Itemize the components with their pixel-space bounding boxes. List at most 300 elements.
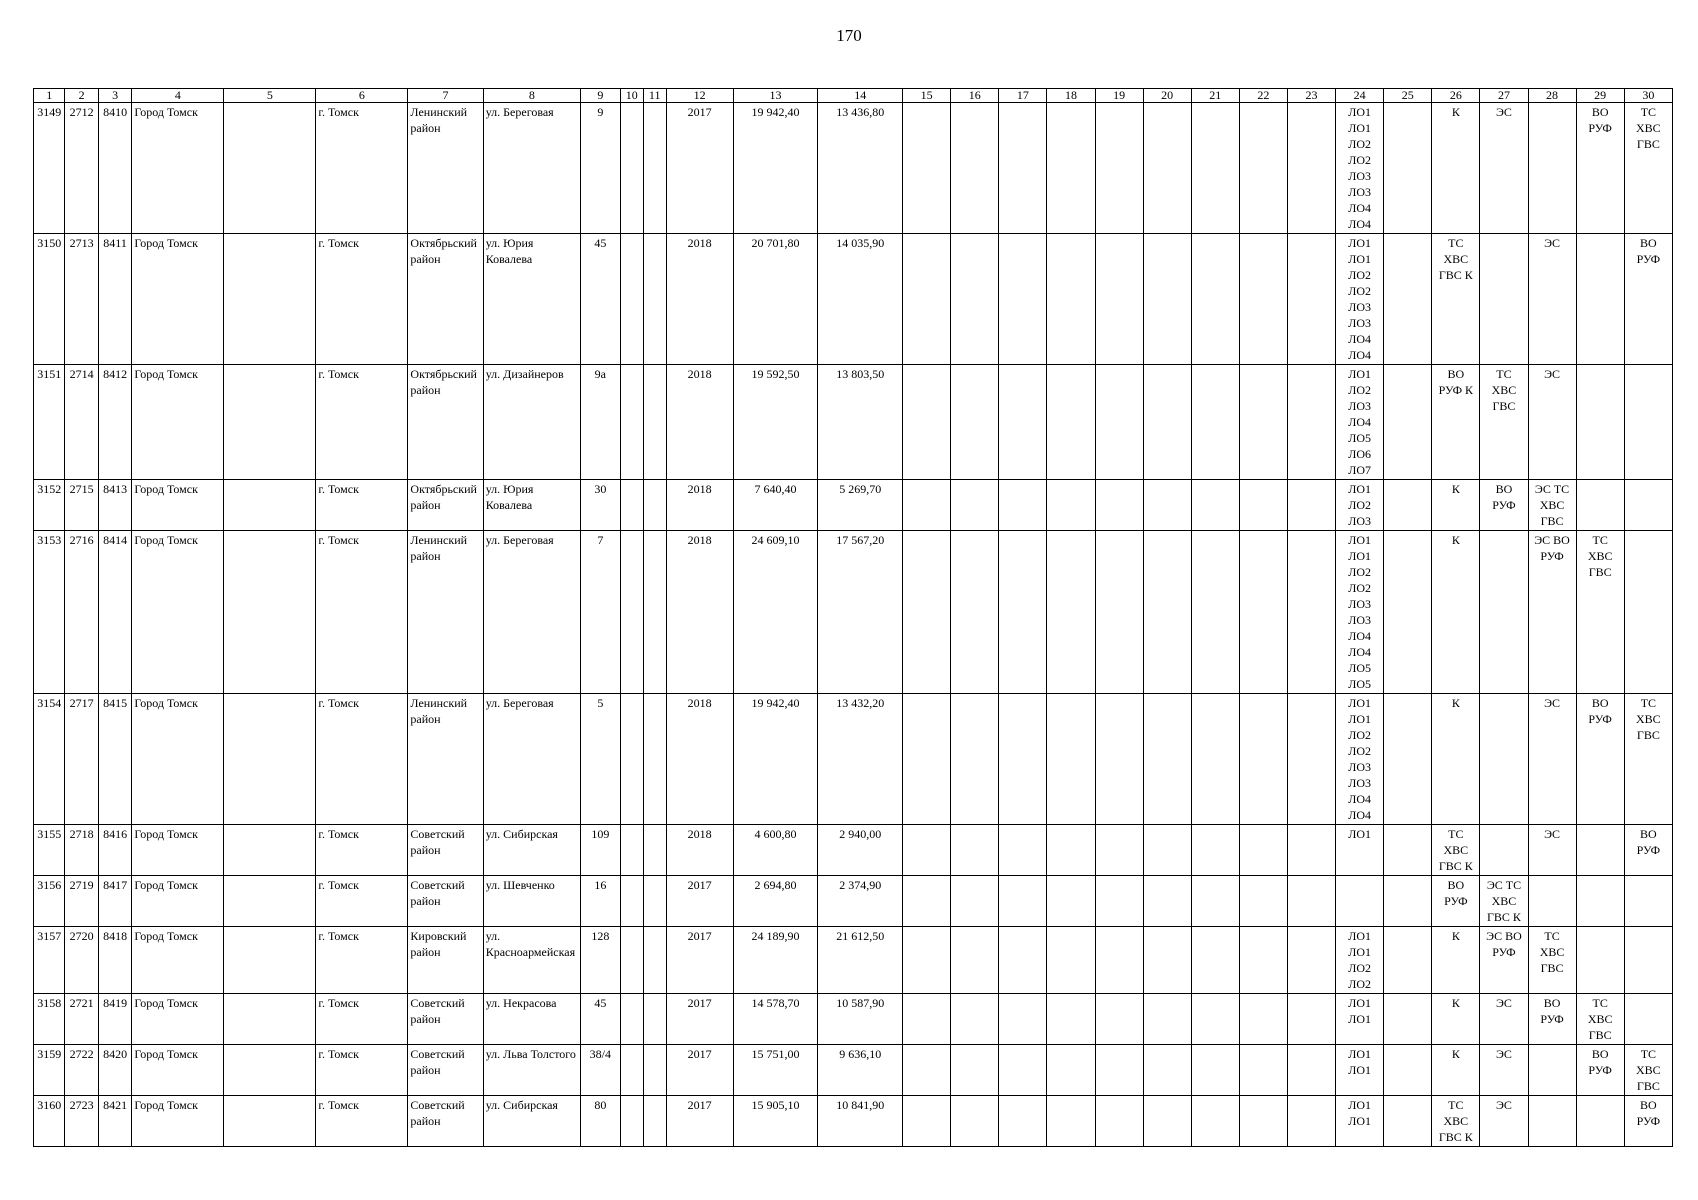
cell-col-28 xyxy=(1528,480,1576,531)
cell-line: ЛО5 xyxy=(1348,661,1372,675)
cell-col-1: 3150 xyxy=(34,234,65,365)
cell-col-1: 3156 xyxy=(34,876,65,927)
cell-col-5 xyxy=(224,531,316,694)
cell-col-4: Город Томск xyxy=(132,365,224,480)
column-header-28: 28 xyxy=(1528,89,1576,103)
cell-col-8: ул. Сибирская xyxy=(483,825,580,876)
cell-col-21 xyxy=(1191,1096,1239,1147)
cell-col-16 xyxy=(951,927,999,994)
cell-col-7: Советский район xyxy=(408,825,483,876)
cell-line: ЭС xyxy=(1544,236,1561,250)
cell-col-29 xyxy=(1576,825,1624,876)
cell-col-6: г. Томск xyxy=(316,927,408,994)
cell-col-30 xyxy=(1624,480,1672,531)
cell-col-25 xyxy=(1384,103,1432,234)
cell-col-26 xyxy=(1432,234,1480,365)
cell-col-20 xyxy=(1143,1096,1191,1147)
cell-line: ЛО1 xyxy=(1348,1098,1372,1112)
cell-col-23 xyxy=(1287,694,1335,825)
cell-line: ГВС xyxy=(1588,1028,1612,1042)
cell-col-28 xyxy=(1528,694,1576,825)
cell-col-2: 2721 xyxy=(65,994,98,1045)
cell-col-8: ул. Шевченко xyxy=(483,876,580,927)
column-header-16: 16 xyxy=(951,89,999,103)
cell-col-29 xyxy=(1576,480,1624,531)
cell-line: ЛО1 xyxy=(1348,996,1372,1010)
cell-col-25 xyxy=(1384,825,1432,876)
cell-col-20 xyxy=(1143,694,1191,825)
cell-col-18 xyxy=(1047,1045,1095,1096)
cell-col-22 xyxy=(1239,994,1287,1045)
cell-col-12: 2018 xyxy=(666,531,733,694)
cell-col-3: 8415 xyxy=(98,694,131,825)
cell-line: ТС xyxy=(1640,696,1657,710)
cell-col-11 xyxy=(643,1045,666,1096)
cell-col-9: 5 xyxy=(580,694,620,825)
cell-line: К xyxy=(1451,696,1460,710)
cell-col-28 xyxy=(1528,876,1576,927)
column-header-30: 30 xyxy=(1624,89,1672,103)
cell-col-29 xyxy=(1576,234,1624,365)
cell-col-22 xyxy=(1239,234,1287,365)
cell-col-16 xyxy=(951,1096,999,1147)
cell-col-9: 45 xyxy=(580,994,620,1045)
cell-col-8: ул. Береговая xyxy=(483,103,580,234)
cell-col-18 xyxy=(1047,103,1095,234)
cell-line: ЛО2 xyxy=(1348,153,1372,167)
cell-col-8: ул. Береговая xyxy=(483,694,580,825)
cell-col-23 xyxy=(1287,927,1335,994)
cell-line: ЛО1 xyxy=(1348,929,1372,943)
column-header-25: 25 xyxy=(1384,89,1432,103)
cell-col-5 xyxy=(224,876,316,927)
cell-line: РУФ К xyxy=(1438,383,1474,397)
cell-col-5 xyxy=(224,365,316,480)
cell-line: К xyxy=(1451,996,1460,1010)
table-row xyxy=(34,480,1673,531)
cell-col-28 xyxy=(1528,1045,1576,1096)
cell-line: ГВС К xyxy=(1438,1130,1473,1144)
cell-line: ХВС xyxy=(1587,1012,1613,1026)
cell-col-5 xyxy=(224,994,316,1045)
cell-col-15 xyxy=(903,825,951,876)
cell-col-26 xyxy=(1432,365,1480,480)
table-row xyxy=(34,927,1673,994)
cell-col-29 xyxy=(1576,927,1624,994)
cell-col-20 xyxy=(1143,1045,1191,1096)
cell-col-6: г. Томск xyxy=(316,1045,408,1096)
cell-col-20 xyxy=(1143,927,1191,994)
cell-col-13: 24 609,10 xyxy=(733,531,818,694)
cell-line: ЛО1 xyxy=(1348,1063,1372,1077)
cell-col-9: 16 xyxy=(580,876,620,927)
cell-col-17 xyxy=(999,876,1047,927)
cell-col-1: 3157 xyxy=(34,927,65,994)
cell-col-25 xyxy=(1384,365,1432,480)
cell-line: ХВС xyxy=(1491,894,1517,908)
cell-col-6: г. Томск xyxy=(316,234,408,365)
cell-col-7: Советский район xyxy=(408,876,483,927)
cell-col-20 xyxy=(1143,825,1191,876)
column-header-3: 3 xyxy=(98,89,131,103)
table-row xyxy=(34,234,1673,365)
cell-col-19 xyxy=(1095,365,1143,480)
cell-col-14: 14 035,90 xyxy=(818,234,903,365)
cell-col-1: 3151 xyxy=(34,365,65,480)
cell-col-4: Город Томск xyxy=(132,994,224,1045)
cell-col-5 xyxy=(224,927,316,994)
cell-line: ЭС xyxy=(1544,696,1561,710)
cell-col-25 xyxy=(1384,876,1432,927)
cell-col-25 xyxy=(1384,994,1432,1045)
cell-line: ЛО2 xyxy=(1348,284,1372,298)
cell-line: ЛО4 xyxy=(1348,348,1372,362)
cell-col-26 xyxy=(1432,1045,1480,1096)
table-row xyxy=(34,103,1673,234)
column-header-11: 11 xyxy=(643,89,666,103)
cell-col-6: г. Томск xyxy=(316,365,408,480)
cell-col-2: 2719 xyxy=(65,876,98,927)
page-number: 170 xyxy=(836,26,862,45)
cell-col-12: 2018 xyxy=(666,234,733,365)
cell-col-18 xyxy=(1047,531,1095,694)
cell-col-29 xyxy=(1576,994,1624,1045)
cell-line: ЛО2 xyxy=(1348,137,1372,151)
cell-line: ЛО6 xyxy=(1348,447,1372,461)
column-header-8: 8 xyxy=(483,89,580,103)
cell-line: ХВС xyxy=(1491,383,1517,397)
cell-col-5 xyxy=(224,480,316,531)
cell-line: ЛО1 xyxy=(1348,827,1372,841)
cell-col-4: Город Томск xyxy=(132,825,224,876)
cell-col-1: 3149 xyxy=(34,103,65,234)
cell-line: ГВС К xyxy=(1486,910,1521,924)
cell-line: ЭС ВО xyxy=(1486,929,1522,943)
cell-col-11 xyxy=(643,825,666,876)
cell-col-4: Город Томск xyxy=(132,1045,224,1096)
cell-col-26 xyxy=(1432,927,1480,994)
cell-col-19 xyxy=(1095,103,1143,234)
cell-col-17 xyxy=(999,825,1047,876)
cell-col-6: г. Томск xyxy=(316,994,408,1045)
column-header-23: 23 xyxy=(1287,89,1335,103)
column-header-17: 17 xyxy=(999,89,1047,103)
cell-col-14: 9 636,10 xyxy=(818,1045,903,1096)
cell-line: ЛО2 xyxy=(1348,961,1372,975)
cell-col-27 xyxy=(1480,927,1528,994)
column-header-4: 4 xyxy=(132,89,224,103)
cell-line: ТС xyxy=(1496,367,1512,381)
cell-col-1: 3158 xyxy=(34,994,65,1045)
cell-col-9: 109 xyxy=(580,825,620,876)
column-header-29: 29 xyxy=(1576,89,1624,103)
cell-line: ГВС xyxy=(1636,1079,1660,1093)
cell-col-5 xyxy=(224,1096,316,1147)
cell-col-28 xyxy=(1528,234,1576,365)
cell-col-11 xyxy=(643,994,666,1045)
column-header-9: 9 xyxy=(580,89,620,103)
cell-col-13: 19 942,40 xyxy=(733,694,818,825)
cell-line: ТС xyxy=(1592,533,1608,547)
cell-col-22 xyxy=(1239,927,1287,994)
cell-col-10 xyxy=(620,1045,643,1096)
cell-col-30 xyxy=(1624,876,1672,927)
cell-col-17 xyxy=(999,480,1047,531)
column-header-27: 27 xyxy=(1480,89,1528,103)
cell-line: ТС xyxy=(1448,827,1464,841)
cell-line: ВО xyxy=(1640,1098,1657,1112)
cell-line: К xyxy=(1451,1047,1460,1061)
cell-line: ЛО3 xyxy=(1348,597,1372,611)
column-header-21: 21 xyxy=(1191,89,1239,103)
cell-col-12: 2018 xyxy=(666,825,733,876)
cell-col-2: 2723 xyxy=(65,1096,98,1147)
cell-line: К xyxy=(1451,929,1460,943)
cell-col-5 xyxy=(224,234,316,365)
cell-col-29 xyxy=(1576,365,1624,480)
cell-col-11 xyxy=(643,927,666,994)
cell-col-9: 9 xyxy=(580,103,620,234)
cell-col-13: 15 751,00 xyxy=(733,1045,818,1096)
cell-col-18 xyxy=(1047,234,1095,365)
cell-col-20 xyxy=(1143,531,1191,694)
cell-line: ЛО4 xyxy=(1348,645,1372,659)
cell-col-20 xyxy=(1143,234,1191,365)
cell-col-10 xyxy=(620,365,643,480)
cell-col-2: 2716 xyxy=(65,531,98,694)
cell-col-15 xyxy=(903,876,951,927)
column-header-14: 14 xyxy=(818,89,903,103)
cell-col-23 xyxy=(1287,234,1335,365)
cell-col-7: Октябрьский район xyxy=(408,480,483,531)
cell-line: ЛО2 xyxy=(1348,728,1372,742)
cell-col-4: Город Томск xyxy=(132,480,224,531)
cell-col-17 xyxy=(999,1045,1047,1096)
cell-col-24 xyxy=(1336,103,1384,234)
cell-col-8: ул. Дизайнеров xyxy=(483,365,580,480)
cell-col-29 xyxy=(1576,103,1624,234)
column-header-15: 15 xyxy=(903,89,951,103)
cell-col-13: 7 640,40 xyxy=(733,480,818,531)
cell-col-13: 24 189,90 xyxy=(733,927,818,994)
cell-col-21 xyxy=(1191,234,1239,365)
cell-line: К xyxy=(1451,533,1460,547)
cell-col-6: г. Томск xyxy=(316,480,408,531)
cell-col-16 xyxy=(951,234,999,365)
cell-col-17 xyxy=(999,927,1047,994)
cell-col-19 xyxy=(1095,1096,1143,1147)
cell-line: ЛО3 xyxy=(1348,514,1372,528)
cell-col-14: 2 374,90 xyxy=(818,876,903,927)
cell-line: ГВС xyxy=(1588,565,1612,579)
cell-line: ЛО3 xyxy=(1348,185,1372,199)
cell-col-17 xyxy=(999,365,1047,480)
cell-col-11 xyxy=(643,1096,666,1147)
cell-col-2: 2722 xyxy=(65,1045,98,1096)
cell-col-19 xyxy=(1095,694,1143,825)
cell-line: РУФ xyxy=(1588,712,1612,726)
cell-col-1: 3153 xyxy=(34,531,65,694)
cell-col-23 xyxy=(1287,480,1335,531)
cell-col-24 xyxy=(1336,825,1384,876)
cell-col-24 xyxy=(1336,876,1384,927)
cell-line: ЛО2 xyxy=(1348,383,1372,397)
cell-line: ЛО3 xyxy=(1348,300,1372,314)
cell-col-10 xyxy=(620,234,643,365)
cell-col-30 xyxy=(1624,531,1672,694)
cell-col-8: ул. Юрия Ковалева xyxy=(483,234,580,365)
cell-col-16 xyxy=(951,694,999,825)
cell-col-27 xyxy=(1480,234,1528,365)
cell-line: ХВС xyxy=(1636,712,1661,726)
cell-col-6: г. Томск xyxy=(316,825,408,876)
cell-line: РУФ xyxy=(1636,843,1661,857)
cell-col-7: Ленинский район xyxy=(408,694,483,825)
cell-col-2: 2720 xyxy=(65,927,98,994)
cell-col-3: 8412 xyxy=(98,365,131,480)
cell-line: ВО xyxy=(1591,1047,1609,1061)
cell-col-4: Город Томск xyxy=(132,1096,224,1147)
cell-col-14: 10 587,90 xyxy=(818,994,903,1045)
cell-col-4: Город Томск xyxy=(132,103,224,234)
cell-col-2: 2712 xyxy=(65,103,98,234)
cell-line: ЛО4 xyxy=(1348,415,1372,429)
cell-col-28 xyxy=(1528,994,1576,1045)
cell-col-12: 2018 xyxy=(666,480,733,531)
cell-line: ХВС xyxy=(1636,1063,1661,1077)
cell-col-6: г. Томск xyxy=(316,103,408,234)
cell-col-4: Город Томск xyxy=(132,927,224,994)
cell-col-21 xyxy=(1191,994,1239,1045)
cell-col-29 xyxy=(1576,1096,1624,1147)
cell-line: ЛО1 xyxy=(1348,236,1372,250)
cell-col-24 xyxy=(1336,694,1384,825)
cell-col-8: ул. Некрасова xyxy=(483,994,580,1045)
cell-col-10 xyxy=(620,825,643,876)
cell-line: ХВС xyxy=(1443,1114,1469,1128)
cell-col-3: 8421 xyxy=(98,1096,131,1147)
cell-line: ЭС xyxy=(1495,996,1512,1010)
cell-col-11 xyxy=(643,365,666,480)
cell-col-9: 45 xyxy=(580,234,620,365)
cell-col-6: г. Томск xyxy=(316,1096,408,1147)
cell-col-29 xyxy=(1576,1045,1624,1096)
cell-col-4: Город Томск xyxy=(132,876,224,927)
column-header-12: 12 xyxy=(666,89,733,103)
cell-line: ВО xyxy=(1447,367,1465,381)
cell-col-26 xyxy=(1432,694,1480,825)
cell-col-15 xyxy=(903,531,951,694)
cell-col-10 xyxy=(620,480,643,531)
cell-line: ТС xyxy=(1592,996,1608,1010)
cell-col-15 xyxy=(903,927,951,994)
cell-line: ЛО5 xyxy=(1348,431,1372,445)
cell-col-16 xyxy=(951,994,999,1045)
cell-col-2: 2713 xyxy=(65,234,98,365)
cell-col-4: Город Томск xyxy=(132,531,224,694)
cell-line: ЛО3 xyxy=(1348,399,1372,413)
cell-col-22 xyxy=(1239,103,1287,234)
cell-col-9: 80 xyxy=(580,1096,620,1147)
cell-line: ЛО2 xyxy=(1348,744,1372,758)
cell-col-16 xyxy=(951,825,999,876)
cell-col-15 xyxy=(903,1045,951,1096)
column-header-6: 6 xyxy=(316,89,408,103)
table-row xyxy=(34,694,1673,825)
cell-line: ХВС xyxy=(1539,945,1565,959)
cell-col-14: 5 269,70 xyxy=(818,480,903,531)
cell-col-22 xyxy=(1239,694,1287,825)
cell-line: ЭС xyxy=(1495,1098,1512,1112)
cell-col-17 xyxy=(999,994,1047,1045)
cell-col-26 xyxy=(1432,876,1480,927)
cell-col-2: 2718 xyxy=(65,825,98,876)
cell-col-18 xyxy=(1047,994,1095,1045)
column-header-18: 18 xyxy=(1047,89,1095,103)
cell-line: ВО xyxy=(1640,236,1657,250)
cell-line: ВО xyxy=(1543,996,1561,1010)
column-number-row xyxy=(34,89,1673,103)
cell-col-16 xyxy=(951,480,999,531)
cell-col-16 xyxy=(951,531,999,694)
table-row xyxy=(34,825,1673,876)
cell-col-30 xyxy=(1624,825,1672,876)
cell-line: ЛО2 xyxy=(1348,565,1372,579)
cell-col-1: 3152 xyxy=(34,480,65,531)
cell-col-21 xyxy=(1191,365,1239,480)
cell-col-24 xyxy=(1336,234,1384,365)
cell-col-10 xyxy=(620,531,643,694)
cell-col-2: 2717 xyxy=(65,694,98,825)
cell-line: ТС xyxy=(1640,105,1657,119)
cell-col-16 xyxy=(951,1045,999,1096)
cell-col-7: Советский район xyxy=(408,1045,483,1096)
column-header-2: 2 xyxy=(65,89,98,103)
cell-col-18 xyxy=(1047,927,1095,994)
register-table xyxy=(33,88,1673,1147)
cell-col-21 xyxy=(1191,694,1239,825)
cell-col-26 xyxy=(1432,480,1480,531)
cell-line: ЛО3 xyxy=(1348,776,1372,790)
cell-col-5 xyxy=(224,825,316,876)
cell-line: РУФ xyxy=(1540,1012,1564,1026)
cell-col-3: 8416 xyxy=(98,825,131,876)
cell-col-19 xyxy=(1095,480,1143,531)
cell-col-5 xyxy=(224,1045,316,1096)
cell-col-5 xyxy=(224,103,316,234)
cell-col-10 xyxy=(620,927,643,994)
cell-line: ЛО5 xyxy=(1348,677,1372,691)
cell-col-2: 2714 xyxy=(65,365,98,480)
cell-col-23 xyxy=(1287,365,1335,480)
cell-col-2: 2715 xyxy=(65,480,98,531)
cell-col-8: ул. Береговая xyxy=(483,531,580,694)
cell-line: ТС xyxy=(1640,1047,1657,1061)
cell-col-9: 38/4 xyxy=(580,1045,620,1096)
cell-col-3: 8419 xyxy=(98,994,131,1045)
cell-line: ГВС xyxy=(1540,514,1564,528)
cell-col-14: 10 841,90 xyxy=(818,1096,903,1147)
cell-col-11 xyxy=(643,234,666,365)
cell-col-23 xyxy=(1287,994,1335,1045)
cell-col-22 xyxy=(1239,365,1287,480)
cell-col-20 xyxy=(1143,994,1191,1045)
cell-col-22 xyxy=(1239,1045,1287,1096)
cell-col-23 xyxy=(1287,876,1335,927)
cell-col-25 xyxy=(1384,234,1432,365)
cell-col-14: 2 940,00 xyxy=(818,825,903,876)
cell-col-22 xyxy=(1239,825,1287,876)
